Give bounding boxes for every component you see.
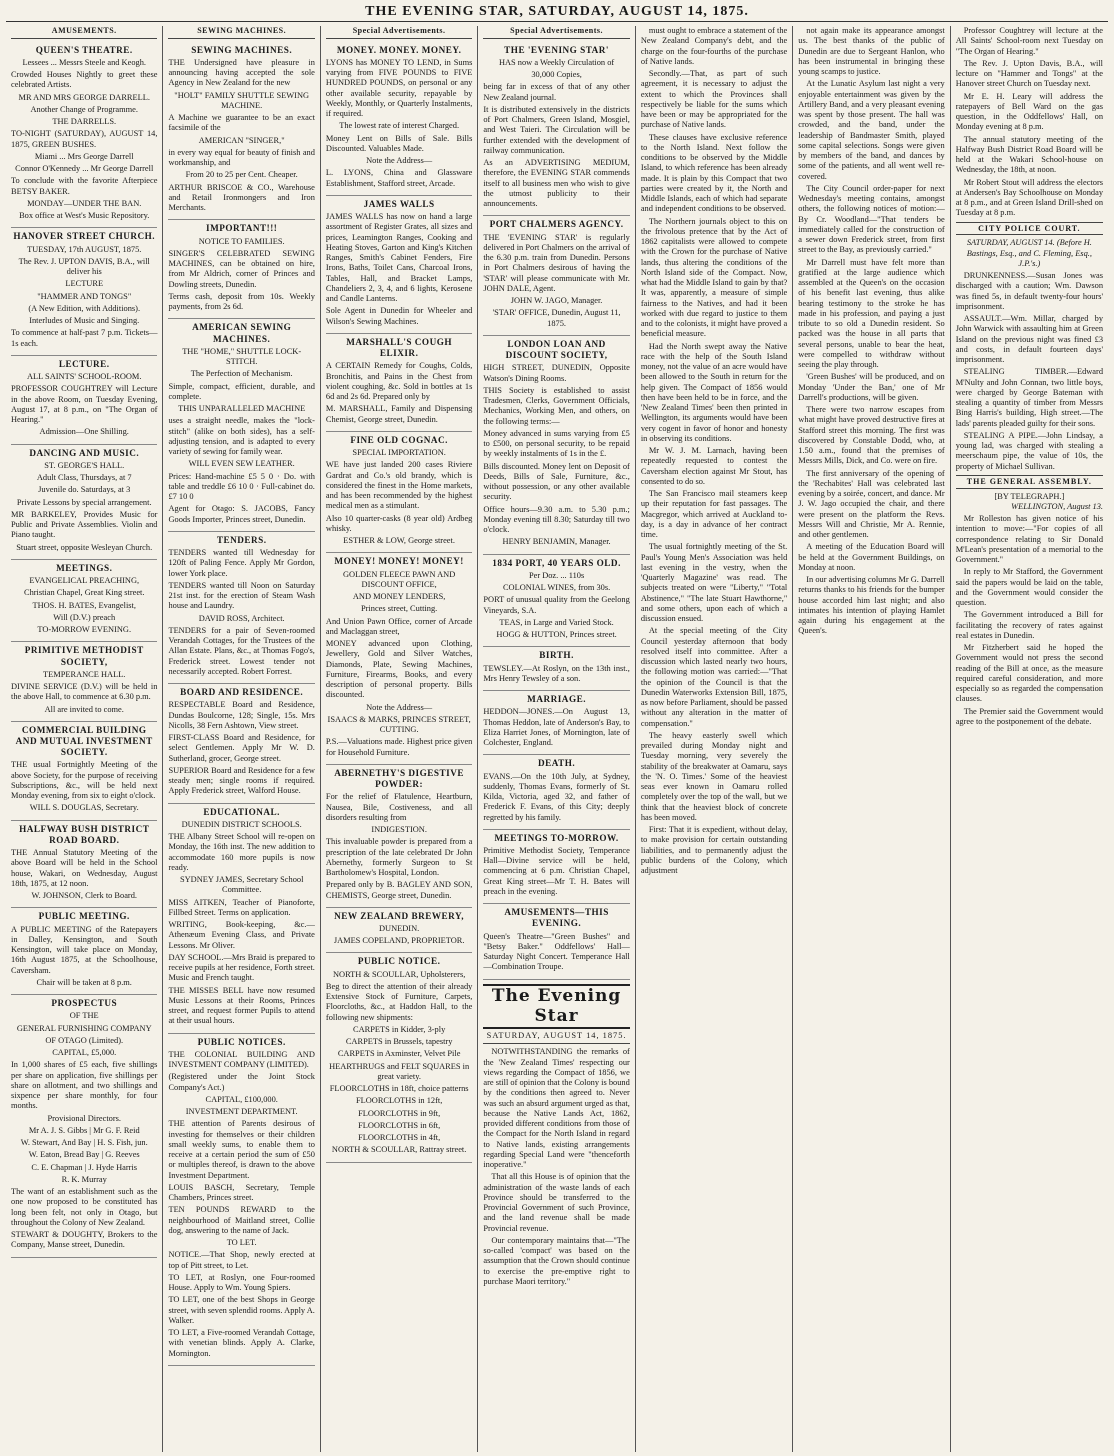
advertisement-line: Lessees ... Messrs Steele and Keogh. bbox=[22, 57, 146, 67]
advertisement-title: QUEEN'S THEATRE. bbox=[35, 44, 133, 55]
advertisement bbox=[483, 830, 629, 904]
advertisement-line: AND MONEY LENDERS, bbox=[352, 592, 446, 602]
advertisement-line: JAMES COPELAND, PROPRIETOR. bbox=[333, 936, 465, 946]
advertisement-line: FIRST-CLASS Board and Residence, for select Gentlemen. Apply Mr W. D. Sutherland, grocer, George street. bbox=[168, 733, 315, 763]
advertisement-line: Beg to direct the attention of their already Extensive Stock of Furniture, Carpets, Floorcloths, &c., at Haddon Hall, to the following new shipments: bbox=[325, 981, 473, 1022]
advertisement-title: LECTURE. bbox=[58, 358, 110, 369]
paragraph: The Rev. J. Upton Davis, B.A., will lecture on "Hammer and Tongs" at the Hanover street Church on Tuesday next. bbox=[955, 58, 1104, 89]
advertisement-line: ESTHER & LOW, George street. bbox=[343, 536, 455, 546]
assembly-reports bbox=[956, 514, 1103, 727]
paragraph: At the Lunatic Asylum last night a very enjoyable entertainment was given by the Artillery Band, and a very pleasant evening was spent by those present. The hall was crowded, and the band, under the leadership of Bandmaster Smith, played some capital selections. Songs were given by members of the band, and dances by some of the patients, and all went well re-covered. bbox=[798, 79, 945, 181]
paragraph: The annual statutory meeting of the Halfway Bush District Road Board will be held at the Wakari School-house on Wednesday, the 18th, at noon. bbox=[955, 134, 1104, 175]
advertisement-line: Prices: Hand-machine £5 5 0 · Do. with table and treddle £6 10 0 · Full-cabinet do. £7 10 0 bbox=[168, 471, 315, 502]
advertisement-line: DUNEDIN. bbox=[379, 923, 420, 933]
advertisement bbox=[483, 216, 629, 335]
paragraph: A meeting of the Education Board will be held at the Government Buildings, on Monday at noon. bbox=[798, 542, 945, 572]
advertisement-line: Adult Class, Thursdays, at 7 bbox=[36, 473, 132, 483]
paragraph: Secondly.—That, as part of such agreement, it is necessary to adjust the extent to which the Provinces shall respectively be liable for the sums which have been or may be appropriated for the purchase of Native lands. bbox=[640, 69, 788, 130]
paragraph: The heavy easterly swell which prevailed during Monday night and Tuesday morning, very severely the stability of the breakwater at Oamaru, says the 'N. O. Times.' Some of the heaviest seas ever known in Oamaru rolled completely over the top of the wall, but we think that the heaviest block of concrete has been moved. bbox=[640, 730, 788, 822]
advertisement-line: TENDERS wanted till Wednesday for 120ft of Paling Fence. Apply Mr Gordon, lower York place. bbox=[168, 548, 315, 578]
advertisement bbox=[11, 42, 157, 229]
advertisement-line: TO-NIGHT (SATURDAY), AUGUST 14, 1875, GREEN BUSHES. bbox=[11, 129, 158, 149]
advertisement bbox=[326, 553, 472, 764]
advertisement-line: TEAS, in Large and Varied Stock. bbox=[499, 617, 614, 627]
advertisement-line: Sole Agent in Dunedin for Wheeler and Wilson's Sewing Machines. bbox=[325, 306, 473, 326]
article-body bbox=[798, 26, 944, 637]
paragraph: Mr Robert Stout will address the electors at Andersen's Bay Schoolhouse on Monday at 8 p.m., and at Green Island Drill-shed on Tuesday at 8 p.m. bbox=[955, 177, 1104, 218]
advertisement-line: This invaluable powder is prepared from a prescription of the late celebrated Dr John Abernethy, formerly Surgeon to St Bartholomew's Hospital, London. bbox=[325, 837, 473, 877]
paragraph: First: That it is expedient, without delay, to make provision for certain outstanding liabilities, and to permanently adjust the public burdens of the Colony, which adjustment bbox=[640, 825, 788, 875]
advertisement-line: Also 10 quarter-casks (8 year old) Ardbeg whisky. bbox=[325, 513, 473, 533]
advertisement-line: LECTURE bbox=[65, 279, 104, 289]
advertisement-line: All are invited to come. bbox=[44, 704, 124, 714]
advertisement-line: EVANGELICAL PREACHING, bbox=[29, 576, 140, 586]
paragraph: must ought to embrace a statement of the New Zealand Company's debt, and the charge on the four-fourths of the purchase of Native lands. bbox=[640, 26, 788, 66]
column-heading: Special Advertisements. bbox=[326, 26, 472, 39]
advertisement bbox=[483, 336, 629, 555]
advertisement-line: GOLDEN FLEECE PAWN AND DISCOUNT OFFICE, bbox=[342, 569, 456, 589]
advertisement-line: Prepared only by B. BAGLEY AND SON, CHEMISTS, George street, Dunedin. bbox=[325, 880, 473, 900]
advertisement bbox=[326, 196, 472, 334]
advertisement-line: Private Lessons by special arrangement. bbox=[16, 497, 152, 507]
advertisement-line: (Registered under the Joint Stock Company's Act.) bbox=[168, 1072, 315, 1092]
advertisement-title: PUBLIC NOTICE. bbox=[357, 956, 441, 967]
column-sewing-machines bbox=[163, 26, 320, 1452]
paragraph: The City Council order-paper for next Wednesday's meeting contains, amongst others, the following notices of motion:—By Cr. Woodland—"That tenders be immediately called for the construction of a sewer down Frederick street, from first street to the Bay, as previously carried." bbox=[798, 183, 945, 255]
advertisement bbox=[483, 904, 629, 979]
advertisement-line: 'STAR' OFFICE, Dunedin, August 11, 1875. bbox=[492, 308, 621, 328]
advertisement-line: THE attention of Parents desirous of investing for themselves or their children small weekly sums, to enable them to receive at a certain period the sum of £50 or multiples thereof, is drawn to the above Investment Department. bbox=[168, 1119, 315, 1180]
advertisement-line: Money Lent on Bills of Sale. Bills Discounted. Valuables Made. bbox=[325, 133, 473, 153]
advertisement-line: From 20 to 25 per Cent. Cheaper. bbox=[185, 170, 298, 180]
advertisement-line: Chair will be taken at 8 p.m. bbox=[36, 977, 132, 987]
advertisement bbox=[168, 804, 314, 1034]
advertisement-line: HEARTHRUGS and FELT SQUARES in great variety. bbox=[329, 1061, 470, 1081]
advertisement-line: FLOORCLOTHS in 4ft, bbox=[358, 1133, 441, 1143]
advertisement-line: WRITING, Book-keeping, &c.—Athenæum Evening Class, and Private Lessons. Mr Oliver. bbox=[168, 920, 315, 950]
advertisement-line: MONDAY—UNDER THE BAN. bbox=[27, 198, 142, 208]
paragraph: At the special meeting of the City Council yesterday afternoon that body resolved itself into committee. After a discussion which lasted nearly two hours, the following motion was carried:—"That the opinion of the Council is that the Dunedin Waterworks Extension Bill, 1875, as now before Parliament, should be passed without any alteration in the matter of compensation." bbox=[640, 626, 788, 728]
advertisement-title: MARRIAGE. bbox=[527, 694, 587, 705]
advertisement-line: MR BARKELEY, Provides Music for Public and Private Assemblies. Violin and Piano taught. bbox=[11, 509, 158, 540]
assembly-subheading: [BY TELEGRAPH.] bbox=[994, 491, 1065, 501]
advertisement-title: DANCING AND MUSIC. bbox=[29, 447, 140, 458]
advertisement-line: ARTHUR BRISCOE & CO., Warehouse and Retail Ironmongers and Iron Merchants. bbox=[168, 182, 315, 213]
ad-list bbox=[168, 42, 314, 1366]
advertisement-line: GENERAL FURNISHING COMPANY bbox=[16, 1023, 152, 1033]
advertisement-line: INDIGESTION. bbox=[371, 825, 427, 834]
advertisement-line: TO LET, a Five-roomed Verandah Cottage, with venetian blinds. Apply A. Clarke, Mornington. bbox=[168, 1328, 315, 1358]
advertisement-line: THE usual Fortnightly Meeting of the above Society, for the purpose of receiving Subscriptions, &c., will be held next Monday evening, from six to eight o'clock. bbox=[11, 760, 158, 801]
advertisement-title: EDUCATIONAL. bbox=[203, 806, 280, 817]
advertisement-line: C. E. Chapman | J. Hyde Harris bbox=[31, 1162, 138, 1172]
paragraph: Our contemporary maintains that—"The so-called 'compact' was based on the assumption that the Crown should continue to exercise the pre-emptive right to purchase Maori territory." bbox=[483, 1235, 630, 1286]
advertisement-line: A PUBLIC MEETING of the Ratepayers in Dalley, Kensington, and South Kensington, will take place on Monday, 16th August 1875, at the Schoolhouse, Caversham. bbox=[11, 924, 158, 975]
advertisement-line: LOUIS BASCH, Secretary, Temple Chambers, Princes street. bbox=[168, 1182, 315, 1202]
advertisement bbox=[11, 356, 157, 445]
paragraph: The first anniversary of the opening of the 'Rechabites' Hall was celebrated last evening by a soirée, concert, and dance. Mr J. W. Jago occupied the chair, and there were present on the platform the Revs. Messrs Will and Christie, Mr A. Rennie, and other gentlemen. bbox=[798, 468, 945, 539]
advertisement bbox=[11, 821, 157, 909]
advertisement-line: Crowded Houses Nightly to greet these celebrated Artists. bbox=[11, 70, 158, 90]
advertisement-line: CAPITAL, £100,000. bbox=[205, 1094, 278, 1104]
advertisement bbox=[168, 42, 314, 221]
advertisement-title: 1834 PORT, 40 YEARS OLD. bbox=[492, 557, 621, 568]
advertisement-line: Primitive Methodist Society, Temperance Hall—Divine service will be held, commencing at 6 p.m. Christian Chapel, Great King street—Mr T. H. Bates will preach in the evening. bbox=[483, 845, 630, 896]
advertisement-line: HENRY BENJAMIN, Manager. bbox=[502, 537, 611, 547]
advertisement bbox=[11, 642, 157, 721]
advertisement-line: R. K. Murray bbox=[61, 1174, 107, 1184]
advertisement-line: Terms cash, deposit from 10s. Weekly payments, from 2s 6d. bbox=[168, 291, 315, 312]
advertisement bbox=[168, 1034, 314, 1366]
advertisement bbox=[168, 532, 314, 684]
advertisement bbox=[483, 647, 629, 691]
advertisement-line: (A New Edition, with Additions). bbox=[28, 303, 141, 313]
advertisement bbox=[326, 953, 472, 1162]
advertisement-title: PUBLIC NOTICES. bbox=[197, 1036, 286, 1047]
paragraph: ASSAULT.—Wm. Millar, charged by John Warwick with assaulting him at Green Island on the previous night was fined £3 and costs, in default fourteen days' imprisonment. bbox=[955, 314, 1104, 364]
advertisement-line: L. LYONS, China and Glassware Establishment, Stafford street, Arcade. bbox=[325, 168, 473, 188]
column-heading: Special Advertisements. bbox=[483, 26, 629, 39]
advertisement-line: WILL EVEN SEW LEATHER. bbox=[188, 459, 295, 469]
advertisement-line: M. MARSHALL, Family and Dispensing Chemist, George street, Dunedin. bbox=[325, 404, 473, 424]
advertisement-line: Bills discounted. Money lent on Deposit of Deeds, Bills of Sale, Furniture, &c., without possession, or any other available security. bbox=[483, 461, 630, 502]
advertisement-line: 30,000 Copies, bbox=[531, 70, 582, 80]
advertisement-title: HANOVER STREET CHURCH. bbox=[13, 231, 156, 242]
advertisement-title: NEW ZEALAND BREWERY, bbox=[334, 910, 465, 921]
advertisement-line: Office hours—9.30 a.m. to 5.30 p.m.; Monday evening till 8.30; Saturday till two o'clock. bbox=[483, 504, 630, 535]
paragraph: The Premier said the Government would agree to the postponement of the debate. bbox=[955, 706, 1104, 726]
paragraph: The Northern journals object to this on the frivolous pretence that by the Act of 1862 capitalists were allowed to compete with the Crown for the purchase of Native lands, thus altering the conditions of the North Island side of the Compact. Now, what had the Middle Island to gain by that? It was, apparently, a measure of simple fairness to the Natives, and had it been worked with due regard to justice to them and to the colonists, it might have proved a beneficial measure. bbox=[640, 216, 788, 339]
advertisement-line: THOS. H. BATES, Evangelist, bbox=[32, 600, 136, 610]
advertisement-line: JOHN W. JAGO, Manager. bbox=[510, 296, 603, 306]
advertisement-title: MEETINGS. bbox=[56, 562, 113, 573]
advertisement-line: To conclude with the favorite Afterpiece BETSY BAKER. bbox=[11, 176, 158, 196]
advertisement-line: Admission—One Shilling. bbox=[39, 427, 129, 437]
advertisement-line: Interludes of Music and Singing. bbox=[29, 316, 140, 326]
advertisement bbox=[168, 220, 314, 319]
masthead: THE EVENING STAR, SATURDAY, AUGUST 14, 1875. bbox=[365, 4, 749, 19]
paragraph: Mr E. H. Leary will address the ratepayers of Bell Ward on the gas question, in the Oddfellows' Hall, on Monday evening at 8 p.m. bbox=[955, 91, 1104, 132]
advertisement-line: The lowest rate of interest Charged. bbox=[339, 121, 460, 131]
advertisement-line: P.S.—Valuations made. Highest price given for Household Furniture. bbox=[325, 737, 473, 757]
advertisement-line: TEMPERANCE HALL. bbox=[43, 669, 126, 679]
advertisement-line: DAVID ROSS, Architect. bbox=[198, 613, 285, 623]
advertisement-line: NOTICE.—That Shop, newly erected at top of Pitt street, to Let. bbox=[168, 1250, 315, 1270]
advertisement-title: MEETINGS TO-MORROW. bbox=[494, 832, 619, 843]
advertisement bbox=[326, 908, 472, 954]
advertisement-line: STEWART & DOUGHTY, Brokers to the Company, Manse street, Dunedin. bbox=[11, 1230, 158, 1250]
advertisement-title: BOARD AND RESIDENCE. bbox=[180, 687, 304, 698]
advertisement-line: OF OTAGO (Limited). bbox=[45, 1035, 124, 1045]
police-court-reports bbox=[956, 271, 1103, 472]
advertisement-line: It is distributed extensively in the districts of Port Chalmers, Green Island, Mosgiel, and West Taieri. The Circulation will be further extended with the development of railway communication. bbox=[483, 104, 630, 155]
advertisement-line: Christian Chapel, Great King street. bbox=[23, 588, 145, 598]
advertisement-title: FINE OLD COGNAC. bbox=[350, 434, 448, 445]
advertisement-line: Another Change of Programme. bbox=[30, 104, 138, 114]
advertisement-line: The Rev. J. UPTON DAVIS, B.A., will deliver his bbox=[18, 256, 150, 277]
advertisement-line: Money advanced in sums varying from £5 to £500, on personal security, to be repaid by weekly instalments of 1s in the £. bbox=[483, 428, 630, 459]
advertisement-line: HAS now a Weekly Circulation of bbox=[498, 57, 615, 67]
advertisement bbox=[326, 432, 472, 553]
paragraph: In reply to Mr Stafford, the Government said the papers would be laid on the table, and the Government would consider the question. bbox=[955, 567, 1104, 607]
advertisement-title: MARSHALL'S COUGH ELIXIR. bbox=[346, 336, 453, 359]
advertisement bbox=[11, 228, 157, 355]
paragraph: That all this House is of opinion that the administration of the waste lands of each Province should be transferred to the Provincial Government of such Province, and the land revenue shall be made Provincial revenue. bbox=[483, 1172, 630, 1233]
advertisement-line: FLOORCLOTHS in 9ft, bbox=[358, 1108, 441, 1118]
advertisement-line: SUPERIOR Board and Residence for a few steady men; single rooms if required. Apply Frederick street, Walford House. bbox=[168, 765, 315, 796]
paragraph: Professor Coughtrey will lecture at the All Saints' School-room next Tuesday on "The Organ of Hearing." bbox=[955, 26, 1104, 56]
paragraph: The Government introduced a Bill for facilitating the recovery of rates against real estates in Dunedin. bbox=[955, 610, 1104, 640]
leading-article bbox=[483, 1047, 629, 1287]
advertisement-line: Juvenile do. Saturdays, at 3 bbox=[38, 485, 131, 495]
assembly-heading: THE GENERAL ASSEMBLY. bbox=[956, 475, 1103, 489]
paragraph: These clauses have exclusive reference to the North Island. Next follow the conditions to be observed by the Middle Island, to which reference has been already made. It is plain by this Compact that two parties were created by it, the North and Middle Islands, each of which had separate and independent conditions to be observed. bbox=[640, 132, 788, 214]
news-notes bbox=[956, 26, 1103, 219]
advertisement-line: CARPETS in Axminster, Velvet Pile bbox=[337, 1049, 461, 1059]
advertisement-line: Per Doz. ... 110s bbox=[528, 570, 585, 580]
paper-title: The Evening Star bbox=[483, 984, 629, 1029]
advertisement-line: Box office at West's Music Repository. bbox=[19, 211, 150, 221]
paragraph: 'Green Bushes' will be produced, and on Monday 'Under the Ban,' one of Mr Darrell's productions, will be given. bbox=[798, 372, 945, 402]
advertisement-title: SEWING MACHINES. bbox=[191, 44, 293, 55]
column-heading: SEWING MACHINES. bbox=[168, 26, 314, 39]
advertisement-line: NORTH & SCOULLAR, Upholsterers, bbox=[332, 969, 466, 979]
paragraph: not again make its appearance amongst us. The best thanks of the public of Dunedin are due to Sergeant Hanlon, who has been instrumental in bringing these young scamps to justice. bbox=[798, 26, 945, 76]
paragraph: In our advertising columns Mr G. Darrell returns thanks to his friends for the bumper house accorded him last night; and also intimates his intention of playing Hamlet again during his engagement at the Queen's. bbox=[798, 575, 945, 636]
advertisement-line: THE Undersigned have pleasure in announcing having accepted the sole Agency in New Zealand for the new bbox=[168, 57, 315, 88]
advertisement-line: PROFESSOR COUGHTREY will Lecture in the above Room, on Tuesday Evening, August 17, at 8 p.m., on "The Organ of Hearing." bbox=[11, 384, 158, 425]
paragraph: The San Francisco mail steamers keep up their reputation for fast passages. The Macgregor, which arrived at Auckland to-day, is a day in advance of her contract time. bbox=[640, 489, 788, 539]
column-local-news bbox=[793, 26, 950, 1452]
advertisement-line: Note the Address— bbox=[366, 156, 433, 166]
advertisement-line: TO LET, one of the best Shops in George street, with seven splendid rooms. Apply A. Walker. bbox=[168, 1295, 315, 1325]
advertisement-title: IMPORTANT!!! bbox=[206, 223, 278, 234]
top-rule bbox=[6, 21, 1108, 22]
paragraph: NOTWITHSTANDING the remarks of the 'New Zealand Times' respecting our views regarding the Compact of 1856, we are still of opinion that the Colony is bound by the conditions then agreed to. Never was such an absurd argument urged as that, because the Native Lands Act, 1862, provided different conditions from those of the Compact for the North Island in regard to Native lands, existing arrangements regarding Special Land were "thenceforth inoperative." bbox=[483, 1047, 630, 1170]
advertisement-line: FLOORCLOTHS in 6ft, bbox=[358, 1120, 441, 1130]
advertisement-title: AMERICAN SEWING MACHINES. bbox=[192, 322, 292, 344]
advertisement-line: MISS AITKEN, Teacher of Pianoforte, Fillbed Street. Terms on application. bbox=[168, 897, 315, 917]
advertisement-line: Provisional Directors. bbox=[47, 1113, 121, 1123]
advertisement bbox=[483, 555, 629, 648]
advertisement-line: ISAACS & MARKS, PRINCES STREET, CUTTING. bbox=[327, 714, 471, 735]
paragraph: Mr W. J. M. Larnach, having been repeatedly requested to contest the Caversham election against Mr Stout, has consented to do so. bbox=[640, 446, 788, 486]
advertisement-line: SYDNEY JAMES, Secretary School Committee. bbox=[179, 875, 304, 895]
advertisement-line: MONEY advanced upon Clothing, Jewellery, Gold and Silver Watches, Diamonds, Plate, Sewing Machines, Furniture, Firearms, Books, and every description of personal property. Bills discounted. bbox=[325, 639, 473, 700]
advertisement-line: THE Annual Statutory Meeting of the above Board will be held in the School house, Wakari, on Wednesday, August 18th, 1875, at 12 noon. bbox=[11, 848, 158, 888]
advertisement-line: TENDERS wanted till Noon on Saturday 21st inst. for the erection of Steam Wash house and Laundry. bbox=[168, 580, 315, 611]
advertisement-title: MONEY. MONEY. MONEY. bbox=[336, 44, 462, 55]
advertisement bbox=[168, 319, 314, 531]
advertisement-line: Queen's Theatre—"Green Bushes" and "Betsy Baker." Oddfellows' Hall—Saturday Night Concert. Temperance Hall—Combination Troupe. bbox=[483, 931, 630, 972]
paragraph: Had the North swept away the Native race with the help of the South Island money, not the value of an acre would have been allowed to the South in return for the help given. The Compact of 1856 would then have been held to be in force, and the 'New Zealand Times' been then printed in Wellington, its arguments would have been very cogent in favor of honor and honesty in observing its conditions. bbox=[640, 341, 788, 443]
advertisement-line: THIS Society is established to assist Tradesmen, Clerks, Government Officials, Mechanics, Working Men, and others, on the following terms:— bbox=[483, 385, 630, 426]
advertisement-line: SPECIAL IMPORTATION. bbox=[352, 448, 446, 458]
column-news bbox=[951, 26, 1108, 1452]
advertisement-line: RESPECTABLE Board and Residence, Dundas Boulcorne, 128; Single, 15s. Mrs Nicolls, 38 Fern Ashtown, View street. bbox=[168, 700, 315, 730]
advertisement-line: SINGER'S CELEBRATED SEWING MACHINES, can be obtained on hire, from Mr Aldrich, corner of Princes and Dowling streets, Dunedin. bbox=[168, 248, 315, 289]
advertisement-line: HOGG & HUTTON, Princes street. bbox=[496, 630, 617, 640]
advertisement-line: NOTICE TO FAMILIES. bbox=[198, 236, 285, 246]
advertisement-line: Mr A. J. S. Gibbs | Mr G. F. Reid bbox=[28, 1125, 140, 1135]
advertisement-line: WE have just landed 200 cases Riviere Gardrat and Co.'s old brandy, which is considered the finest in the Home markets, and has been recommended by the highest medical men as a stimulant. bbox=[325, 460, 473, 511]
advertisement-title: PUBLIC MEETING. bbox=[38, 911, 130, 922]
advertisement-line: LYONS has MONEY TO LEND, in Sums varying from FIVE POUNDS to FIVE HUNDRED POUNDS, on personal or any other available security, repayable by Weekly, Monthly, or Quarterly Instalments, if required. bbox=[325, 57, 473, 119]
advertisement-line: TO-MORROW EVENING. bbox=[37, 625, 132, 635]
advertisement-line: For the relief of Flatulence, Heartburn, Nausea, Bile, Costiveness, and all disorders resulting from bbox=[325, 792, 473, 822]
advertisement-line: TEN POUNDS REWARD to the neighbourhood of Maitland street, Collie dog, answering to the name of Jack. bbox=[168, 1205, 315, 1235]
advertisement-line: Miami ... Mrs George Darrell bbox=[34, 151, 134, 161]
ad-list bbox=[11, 42, 157, 1258]
advertisement-line: A CERTAIN Remedy for Coughs, Colds, Bronchitis, and Pains in the Chest from violent coughing, &c. Sold in bottles at 1s 6d and 2s 6d. Prepared only by bbox=[325, 361, 473, 402]
advertisement-line: The Perfection of Mechanism. bbox=[190, 369, 293, 379]
paragraph: Mr Rolleston has given notice of his intention to move:—"For copies of all correspondence relating to Sir Donald M'Lean's presentation of a memorial to the Government." bbox=[955, 514, 1104, 564]
advertisement bbox=[11, 560, 157, 642]
advertisement-line: Simple, compact, efficient, durable, and complete. bbox=[168, 381, 315, 401]
advertisement-line: OF THE bbox=[69, 1011, 99, 1021]
advertisement bbox=[11, 908, 157, 995]
advertisement-line: W. JOHNSON, Clerk to Board. bbox=[31, 891, 137, 901]
advertisement-line: Stuart street, opposite Wesleyan Church. bbox=[16, 542, 153, 552]
advertisement-line: FLOORCLOTHS in 12ft, bbox=[355, 1096, 443, 1106]
advertisement-line: AMERICAN "SINGER," bbox=[198, 135, 285, 145]
advertisement-line: FLOORCLOTHS in 18ft, choice patterns bbox=[329, 1084, 469, 1094]
paper-date: SATURDAY, AUGUST 14, 1875. bbox=[483, 1031, 629, 1044]
advertisement bbox=[168, 684, 314, 803]
advertisement bbox=[326, 334, 472, 432]
paragraph: Mr Fitzherbert said he hoped the Government would not press the second reading of the Bill at once, as the measure required careful consideration, and more especially so as regarded the compensation clauses. bbox=[955, 643, 1104, 704]
advertisement-line: DIVINE SERVICE (D.V.) will be held in the above Hall, to commence at 6.30 p.m. bbox=[11, 682, 158, 702]
advertisement-line: TEWSLEY.—At Roslyn, on the 13th inst., Mrs Henry Tewsley of a son. bbox=[483, 663, 630, 683]
advertisement-title: TENDERS. bbox=[216, 534, 267, 545]
advertisement-line: THE MISSES BELL have now resumed Music Lessons at their Rooms, Princes street, and request former Pupils to attend at their usual hours. bbox=[168, 985, 315, 1026]
advertisement bbox=[11, 445, 157, 560]
advertisement-line: W. Eaton, Bread Bay | G. Reeves bbox=[28, 1150, 140, 1160]
paragraph: DRUNKENNESS.—Susan Jones was discharged with a caution; Wm. Dawson was fined 5s, in default twenty-four hours' imprisonment. bbox=[955, 271, 1104, 311]
advertisement-line: TO LET, at Roslyn, one Four-roomed House. Apply to Wm. Young Spiers. bbox=[168, 1272, 315, 1292]
paragraph: The usual fortnightly meeting of the St. Paul's Young Men's Association was held last evening in the vestry, when the 'Quarterly Magazine' was read. The subjects treated on were "Liberty," "Total Abstinence," "The late Stuart Hawthorne," and some others, upon each of which a discussion ensued. bbox=[640, 542, 788, 623]
advertisement-line: MR AND MRS GEORGE DARRELL. bbox=[18, 92, 150, 102]
advertisement bbox=[483, 755, 629, 829]
advertisement-line: "HAMMER AND TONGS" bbox=[37, 291, 132, 301]
advertisement-line: Will (D.V.) preach bbox=[53, 612, 116, 622]
advertisement-line: DAY SCHOOL.—Mrs Braid is prepared to receive pupils at her residence, Forth street. Music and French taught. bbox=[168, 952, 315, 983]
column-article-continued bbox=[636, 26, 793, 1452]
police-court-subheading: SATURDAY, AUGUST 14. (Before H. Bastings, Esq., and C. Fleming, Esq., J.P.'s.) bbox=[966, 238, 1092, 268]
advertisement-line: THE 'EVENING STAR' is regularly delivered in Port Chalmers on the arrival of the 6.30 p.m. train from Dunedin. Persons in Port Chalmers desirous of having the 'STAR' will please communicate with Mr. JOHN DALE, Agent. bbox=[483, 232, 630, 293]
advertisement bbox=[11, 995, 157, 1257]
advertisement-title: HALFWAY BUSH DISTRICT ROAD BOARD. bbox=[19, 823, 150, 845]
paragraph: Mr Darrell must have felt more than gratified at the large audience which assembled at the Queen's on the occasion of his benefit last evening, thus alike bearing testimony to the stroke he has made in his profession, and paying a just tribute to so old a Dunedin resident. So packed was the house in all parts that several persons, unable to bear the heat, were compelled to withdraw without seeing the play through. bbox=[798, 257, 945, 369]
advertisement bbox=[483, 42, 629, 217]
advertisement-title: PROSPECTUS bbox=[51, 998, 118, 1009]
assembly-dateline: WELLINGTON, August 13. bbox=[1011, 501, 1104, 511]
advertisement-line: EVANS.—On the 10th July, at Sydney, suddenly, Thomas Evans, formerly of St. Kilda, Victoria, aged 32, and father of Frederick F. Evans, of this City; deeply regretted by his family. bbox=[483, 771, 630, 822]
paragraph: STEALING A PIPE.—John Lindsay, a young lad, was charged with stealing a meerschaum pipe, the value of 10s, the property of Michael Sullivan. bbox=[955, 430, 1104, 471]
advertisement-line: CARPETS in Brussels, tapestry bbox=[345, 1037, 453, 1047]
column-special-advertisements bbox=[321, 26, 478, 1452]
advertisement-line: Agent for Otago: S. JACOBS, Fancy Goods Importer, Princes street, Dunedin. bbox=[168, 504, 315, 524]
advertisement-line: being far in excess of that of any other New Zealand journal. bbox=[483, 82, 630, 102]
advertisement-line: COLONIAL WINES, from 30s. bbox=[502, 583, 611, 593]
advertisement-title: JAMES WALLS bbox=[363, 198, 435, 209]
columns bbox=[6, 26, 1108, 1452]
ad-list bbox=[326, 42, 472, 1163]
advertisement-title: THE 'EVENING STAR' bbox=[504, 44, 609, 55]
advertisement-line: In 1,000 shares of £5 each, five shillings per share on application, five shillings per share on allotment, and two shillings and sixpence per share monthly, for four months. bbox=[11, 1060, 158, 1111]
advertisement bbox=[326, 42, 472, 196]
advertisement-line: NORTH & SCOULLAR, Rattray street. bbox=[331, 1145, 467, 1155]
advertisement-line: As an ADVERTISING MEDIUM, therefore, the EVENING STAR commends itself to all business men who wish to give the utmost publicity to their announcements. bbox=[483, 158, 630, 209]
advertisement-line: Princes street, Cutting. bbox=[360, 604, 438, 614]
advertisement-title: BIRTH. bbox=[539, 650, 574, 661]
advertisement bbox=[326, 765, 472, 908]
advertisement-line: INVESTMENT DEPARTMENT. bbox=[185, 1107, 298, 1116]
advertisement bbox=[483, 691, 629, 755]
advertisement-title: PRIMITIVE METHODIST SOCIETY, bbox=[24, 645, 144, 667]
advertisement-line: TENDERS for a pair of Seven-roomed Verandah Cottages, for the Trustees of the Allan Estate. Plans, &c., at Thomas Fogo's, Frederick street. Lowest tender not necessarily accepted. Robert Forrest. bbox=[168, 625, 315, 676]
advertisement-line: WILL S. DOUGLAS, Secretary. bbox=[29, 803, 139, 813]
advertisement-line: Note the Address— bbox=[366, 702, 433, 712]
advertisement-title: DEATH. bbox=[537, 758, 576, 769]
advertisement-line: Connor O'Kennedy ... Mr George Darrell bbox=[15, 164, 154, 174]
advertisement-line: uses a straight needle, makes the "lock-stitch" (alike on both sides), has a self-adjusting tension, and is adapted to every variety of sewing for family wear. bbox=[168, 416, 315, 457]
advertisement-line: W. Stewart, And Bay | H. S. Fish, jun. bbox=[20, 1138, 148, 1148]
advertisement-line: THE DARRELLS. bbox=[52, 117, 117, 127]
advertisement-line: ALL SAINTS' SCHOOL-ROOM. bbox=[26, 372, 142, 382]
advertisement-line: And Union Pawn Office, corner of Arcade and Maclaggan street, bbox=[325, 616, 473, 636]
ad-list bbox=[483, 42, 629, 980]
advertisement-line: THIS UNPARALLELED MACHINE bbox=[178, 404, 306, 414]
advertisement-title: ABERNETHY'S DIGESTIVE POWDER: bbox=[334, 767, 464, 790]
advertisement-title: PORT CHALMERS AGENCY. bbox=[489, 219, 624, 230]
advertisement-title: COMMERCIAL BUILDING AND MUTUAL INVESTMENT SOCIETY. bbox=[15, 724, 153, 758]
advertisement-line: PORT of unusual quality from the Geelong Vineyards, S.A. bbox=[483, 595, 630, 615]
column-amusements bbox=[6, 26, 163, 1452]
advertisement-line: THE "HOME," SHUTTLE LOCK-STITCH. bbox=[182, 346, 302, 367]
advertisement-line: CAPITAL, £5,000. bbox=[52, 1048, 117, 1058]
paragraph: STEALING TIMBER.—Edward M'Nulty and John Connan, two little boys, were charged by George Bateman with stealing a quantity of timber from Messrs Bing Harris's building, High street.—The lads' parents pleaded guilty for their sons. bbox=[955, 367, 1104, 428]
advertisement-line: "HOLT" FAMILY SHUTTLE SEWING MACHINE. bbox=[174, 90, 310, 110]
advertisement-line: THE COLONIAL BUILDING AND INVESTMENT COMPANY (LIMITED). bbox=[168, 1049, 315, 1069]
advertisement-title: AMUSEMENTS—THIS EVENING. bbox=[504, 907, 609, 929]
advertisement-title: LONDON LOAN AND DISCOUNT SOCIETY, bbox=[505, 338, 608, 361]
advertisement-line: DUNEDIN DISTRICT SCHOOLS. bbox=[181, 819, 302, 829]
advertisement-line: TO LET. bbox=[226, 1238, 257, 1247]
column-special-advertisements-2 bbox=[478, 26, 635, 1452]
advertisement-line: TUESDAY, 17th AUGUST, 1875. bbox=[27, 244, 142, 254]
advertisement-line: JAMES WALLS has now on hand a large assortment of Register Grates, all sizes and prices, Leamington Ranges, Cooking and Heating Stoves, Garton and King's Kitchen Ranges, Smith's Cabinet Fenders, Fire Irons, Baths, Toilet Cans, Charcoal Irons, Tables, Hall, and Bracket Lamps, Chandeliers 2, 3, 4, and 6 lights, Kerosene and Candle Lanterns. bbox=[325, 212, 473, 304]
advertisement-line: A Machine we guarantee to be an exact facsimile of the bbox=[168, 113, 315, 133]
advertisement-line: To commence at half-past 7 p.m. Tickets—1s each. bbox=[11, 328, 158, 348]
article-body bbox=[641, 26, 787, 876]
paragraph: There were two narrow escapes from what might have proved destructive fires at Stafford street this morning. The first was discovered by Constable Dodd, who, at 1.50 a.m., found that the premises of Messrs Mills, Dick, and Co. were on fire. bbox=[798, 405, 945, 466]
advertisement-line: CARPETS in Kidder, 3-ply bbox=[353, 1024, 446, 1034]
advertisement bbox=[11, 722, 157, 821]
advertisement-line: in every way equal for beauty of finish and workmanship, and bbox=[168, 147, 315, 168]
advertisement-title: MONEY! MONEY! MONEY! bbox=[334, 556, 464, 567]
advertisement-line: The want of an establishment such as the one now proposed to be constituted has long been felt, not only in Otago, but throughout the Colony of New Zealand. bbox=[11, 1187, 158, 1227]
police-court-heading: CITY POLICE COURT. bbox=[956, 222, 1103, 236]
advertisement-line: THE Albany Street School will re-open on Monday, the 16th inst. The new addition to accommodate 160 more pupils is now ready. bbox=[168, 832, 315, 872]
advertisement-line: HIGH STREET, DUNEDIN, Opposite Watson's Dining Rooms. bbox=[483, 363, 630, 383]
advertisement-line: ST. GEORGE'S HALL. bbox=[44, 460, 125, 470]
advertisement-line: HEDDON—JONES.—On August 13, Thomas Heddon, late of Anderson's Bay, to Eliza Harriet Jones, of Mornington, late of Colchester, England. bbox=[483, 707, 630, 748]
column-heading: AMUSEMENTS. bbox=[11, 26, 157, 39]
